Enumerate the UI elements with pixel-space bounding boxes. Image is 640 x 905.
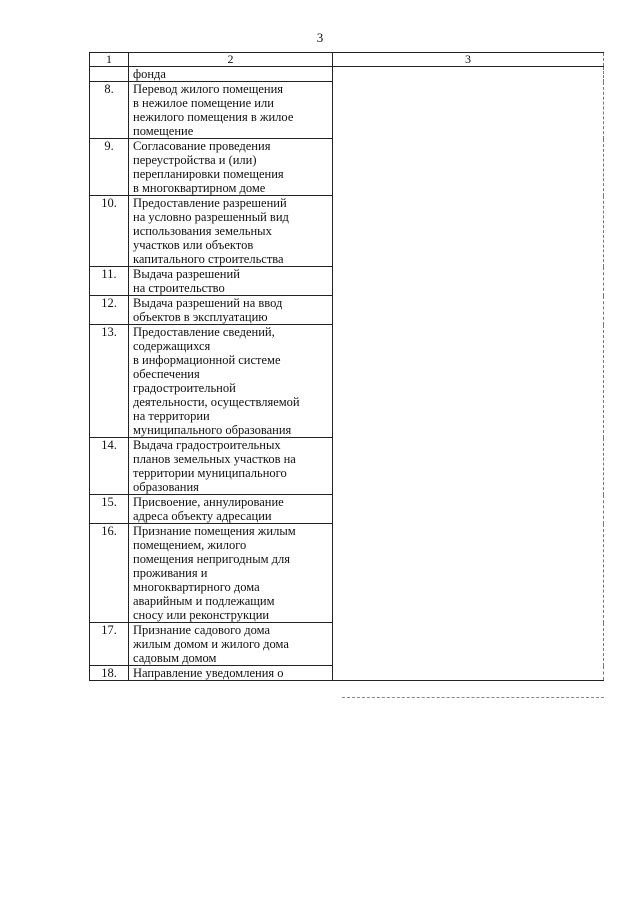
row-text: Выдача разрешений на строительство <box>129 267 333 296</box>
row-number: 8. <box>90 82 129 139</box>
row-text: Присвоение, аннулирование адреса объекту адресации <box>129 495 333 524</box>
header-col-1: 1 <box>90 53 129 67</box>
row-text: фонда <box>129 67 333 82</box>
row-number: 14. <box>90 438 129 495</box>
page-number: 3 <box>316 30 324 45</box>
row-text: Выдача разрешений на ввод объектов в эксплуатацию <box>129 296 333 325</box>
row-text: Предоставление разрешений на условно разрешенный вид использования земельных участков или объектов капитального строительства <box>129 196 333 267</box>
row-text: Перевод жилого помещения в нежилое помещение или нежилого помещения в жилое помещение <box>129 82 333 139</box>
row-text: Выдача градостроительных планов земельных участков на территории муниципального образования <box>129 438 333 495</box>
row-text: Предоставление сведений, содержащихся в информационной системе обеспечения градостроительной деятельности, осуществляемой на территории муниципального образования <box>129 325 333 438</box>
row-number: 11. <box>90 267 129 296</box>
row-text: Признание помещения жилым помещением, жилого помещения непригодным для проживания и многоквартирного дома аварийным и подлежащим сносу или реконструкции <box>129 524 333 623</box>
row-number: 12. <box>90 296 129 325</box>
table-bottom-dashed-border <box>342 697 604 698</box>
row-number: 17. <box>90 623 129 666</box>
row-text: Направление уведомления о <box>129 666 333 681</box>
row-number: 9. <box>90 139 129 196</box>
table-row <box>90 67 604 82</box>
table-header-row <box>90 53 604 67</box>
services-table <box>89 52 604 681</box>
header-col-2: 2 <box>129 53 333 67</box>
row-number: 15. <box>90 495 129 524</box>
row-number: 16. <box>90 524 129 623</box>
row-text: Признание садового дома жилым домом и жилого дома садовым домом <box>129 623 333 666</box>
row-empty-cell <box>333 67 604 681</box>
row-number: 13. <box>90 325 129 438</box>
row-number <box>90 67 129 82</box>
row-text: Согласование проведения переустройства и (или) перепланировки помещения в многоквартирном доме <box>129 139 333 196</box>
row-number: 18. <box>90 666 129 681</box>
row-number: 10. <box>90 196 129 267</box>
header-col-3: 3 <box>333 53 604 67</box>
